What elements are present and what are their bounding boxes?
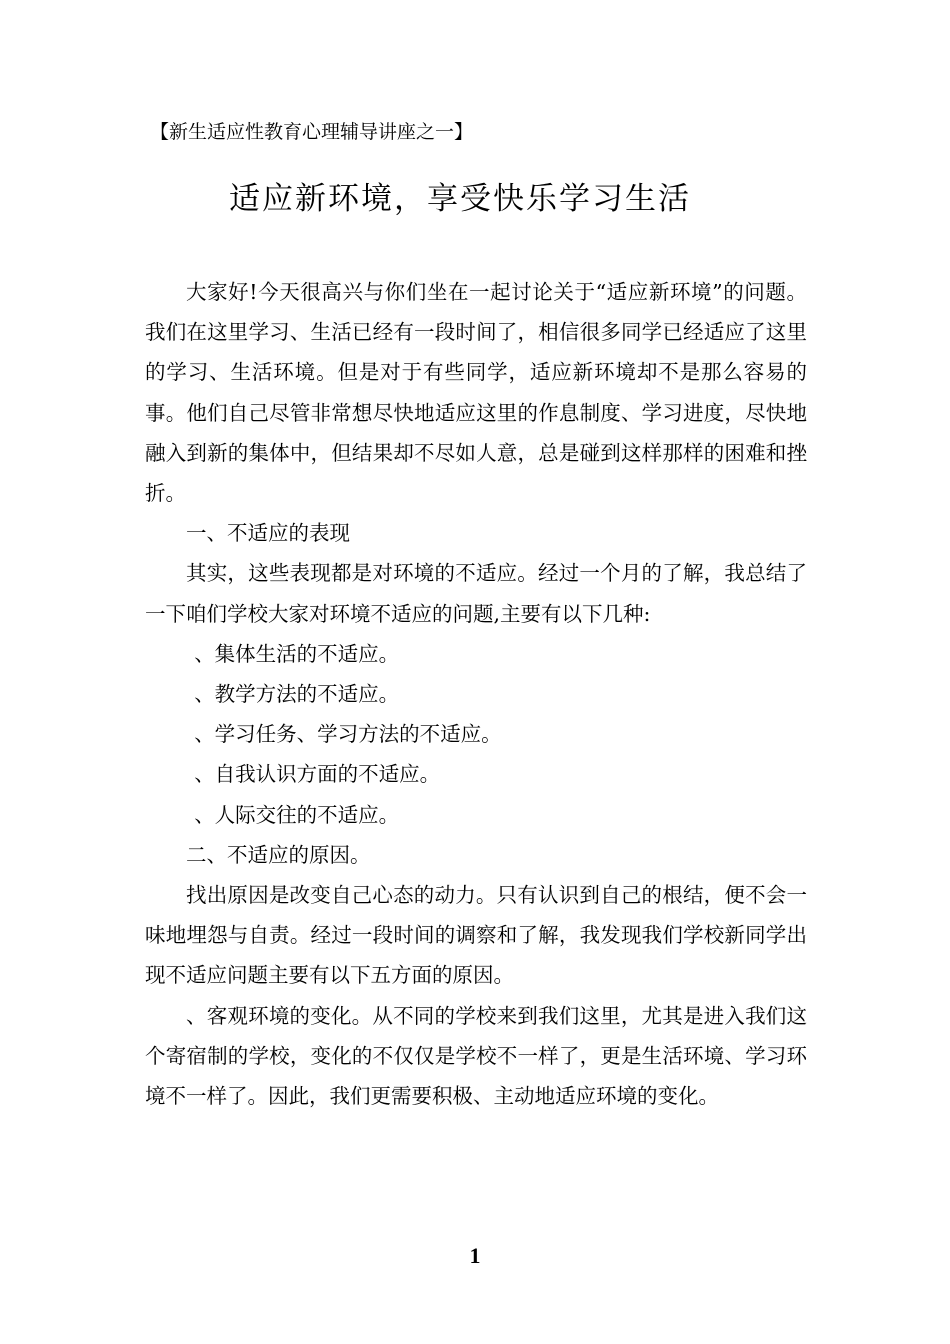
list-item: 、集体生活的不适应。 <box>194 641 400 666</box>
list-item: 、自我认识方面的不适应。 <box>194 762 441 787</box>
section-heading-1: 一、不适应的表现 <box>186 521 350 546</box>
document-body <box>145 272 807 1116</box>
series-title: 【新生适应性教育心理辅导讲座之一】 <box>150 121 474 143</box>
list-item: 、人际交往的不适应。 <box>194 802 400 827</box>
section-2-paragraph: 找出原因是改变自己心态的动力。只有认识到自己的根结，便不会一味地埋怨与自责。经过一段时间的调察和了解，我发现我们学校新同学出现不适应问题主要有以下五方面的原因。 <box>145 883 807 988</box>
list-item: 、教学方法的不适应。 <box>194 682 400 707</box>
page-number: 1 <box>469 1243 481 1268</box>
intro-paragraph: 大家好!今天很高兴与你们坐在一起讨论关于“适应新环境”的问题。我们在这里学习、生活已经有一段时间了，相信很多同学已经适应了这里的学习、生活环境。但是对于有些同学，适应新环境却不是那么容易的事。他们自己尽管非常想尽快地适应这里的作息制度、学习进度，尽快地融入到新的集体中，但结果却不尽如人意，总是碰到这样那样的困难和挫折。 <box>145 280 807 506</box>
cause-item-paragraph: 、客观环境的变化。从不同的学校来到我们这里，尤其是进入我们这个寄宿制的学校，变化的不仅仅是学校不一样了，更是生活环境、学习环境不一样了。因此，我们更需要积极、主动地适应环境的变化。 <box>145 1003 807 1109</box>
document-title: 适应新环境，享受快乐学习生活 <box>229 181 691 217</box>
list-item: 、学习任务、学习方法的不适应。 <box>194 722 502 747</box>
section-heading-2: 二、不适应的原因。 <box>186 842 371 867</box>
section-1-paragraph: 其实，这些表现都是对环境的不适应。经过一个月的了解，我总结了一下咱们学校大家对环境不适应的问题,主要有以下几种: <box>145 561 807 626</box>
